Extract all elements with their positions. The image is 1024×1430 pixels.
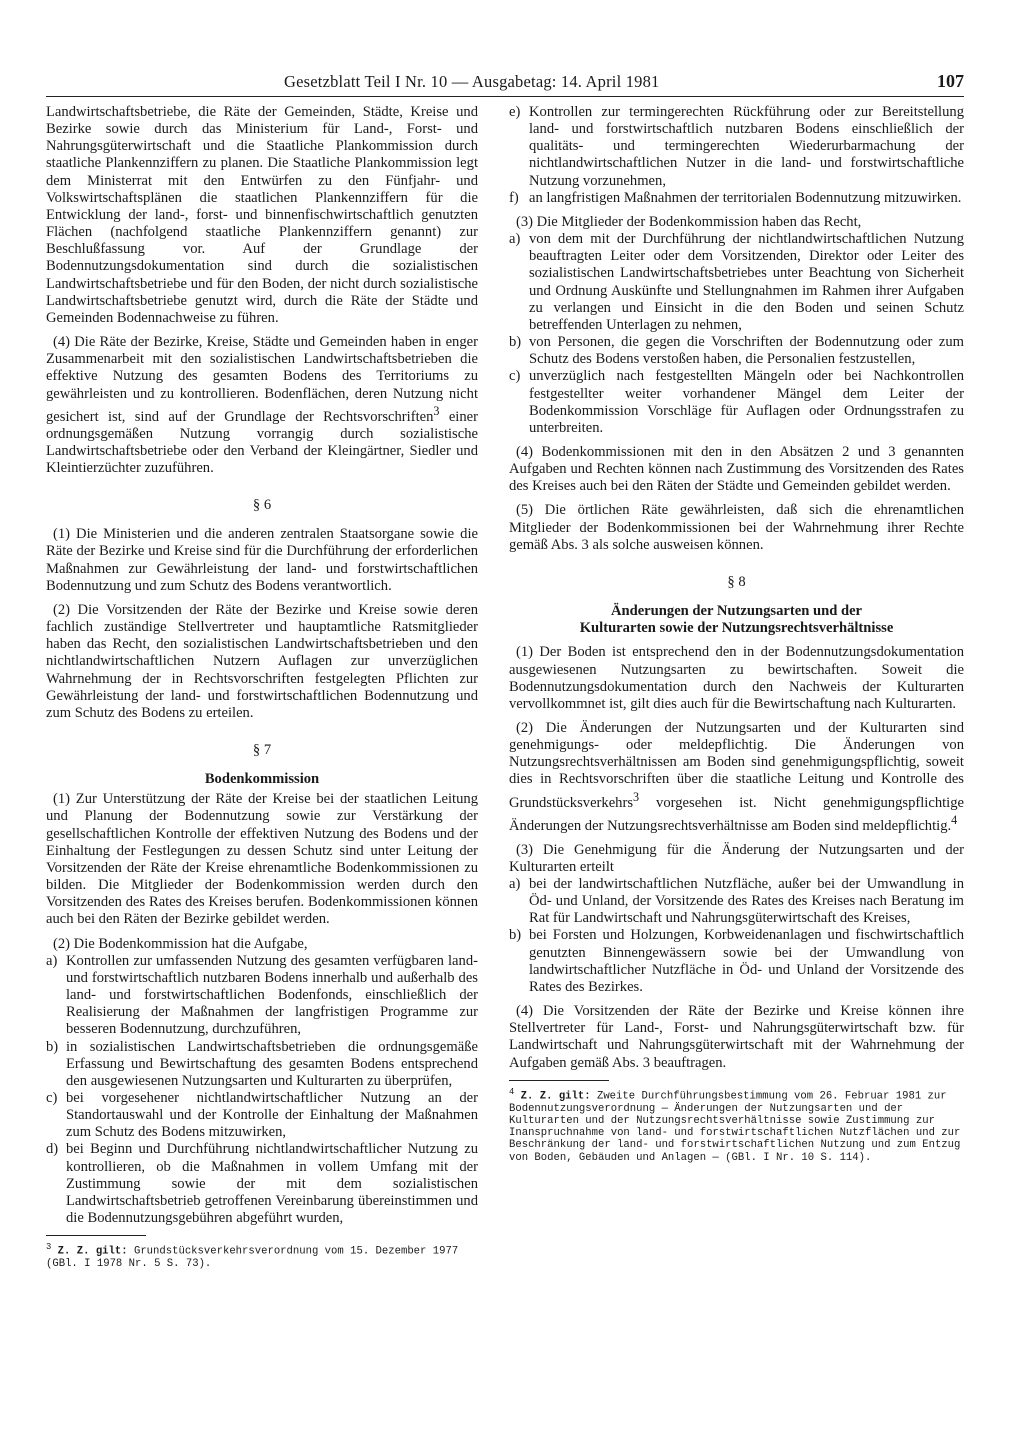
paragraph-8-3: (3) Die Genehmigung für die Änderung der Nutzungsarten und der Kulturarten erteilt xyxy=(509,841,964,875)
paragraph-5-4-text-b: einer ordnungsgemäßen Nutzung vorrangig durch sozialistische Landwirtschaftsbetriebe oder den Verband der Kleingärtner, Siedler und Kleintierzüchter zuzuführen. xyxy=(46,408,478,476)
paragraph-7-3: (3) Die Mitglieder der Bodenkommission haben das Recht, xyxy=(516,213,862,230)
list-item-label: a) xyxy=(46,952,58,969)
paragraph-6-2: (2) Die Vorsitzenden der Räte der Bezirke und Kreise sowie deren fachlich zuständige Stellvertreter und hauptamtliche Ratsmitglieder haben das Recht, den sozialistischen Landwirtschaftsbetrieben und den nichtlandwirtschaftlichen Nutzern Auflagen zur unverzüglichen Wahrnehmung der in Rechtsvorschriften festgelegten Pflichten zur Gewährleistung der land- und forstwirtschaftlichen Bodennutzung und zum Schutz des Bodens zu erteilen. xyxy=(46,601,478,721)
paragraph-8-2 xyxy=(509,720,964,835)
footnote-divider xyxy=(46,1235,146,1236)
list-item-label: a) xyxy=(509,875,521,892)
list-item-text: unverzüglich nach festgestellten Mängeln oder bei Nachkontrollen festgestellter weiter vorhandener Mängel dem Leiter der Bodenkommission Vorschläge für Auflagen oder Ordnungsstrafen zu unterbreiten. xyxy=(529,368,964,436)
list-item xyxy=(46,1090,478,1141)
list-item-label: b) xyxy=(46,1038,59,1055)
list-item-label: d) xyxy=(46,1141,59,1158)
paragraph-8-4: (4) Die Vorsitzenden der Räte der Bezirke und Kreise können ihre Stellvertreter für Land-, Forst- und Nahrungsgüterwirtschaft bzw. für Landwirtschaft und Nahrungsgüterwirtschaft mit der Wahrnehmung der Aufgaben gemäß Abs. 3 beauftragen. xyxy=(509,1003,964,1071)
footnote-text: Grundstücksverkehrsverordnung vom 15. Dezember 1977 (GBl. I 1978 Nr. 5 S. 73). xyxy=(46,1245,459,1271)
list-item-label: a) xyxy=(509,231,521,248)
left-column xyxy=(46,104,478,1270)
section-7-heading: § 7 xyxy=(252,742,272,759)
list-item-text: bei Forsten und Holzungen, Korbweidenanlagen und fischwirtschaftlich genutzten Binnengewässern sowie bei der Umwandlung von landwirtschaftlicher Nutzfläche in Öd- und Unland der Vorsitzende des Rates des Bezirkes. xyxy=(529,927,964,995)
list-item-text: in sozialistischen Landwirtschaftsbetrieben die ordnungsgemäße Erfassung und Bewirtschaftung des gesamten Bodens entsprechend den ausgewiesenen Nutzungsarten und Kulturarten zu überprüfen, xyxy=(66,1038,478,1089)
footnote-ref-4: 4 xyxy=(951,812,958,827)
list-item xyxy=(509,231,964,334)
list-item-text: Kontrollen zur umfassenden Nutzung des gesamten verfügbaren land- und forstwirtschaftlich nutzbaren Bodens innerhalb und außerhalb des land- und forstwirtschaftlichen Bodenfonds, einschließlich der Realisierung der Maßnahmen der langfristigen Programme zur besseren Bodennutzung, durchzuführen, xyxy=(66,952,478,1038)
section-7-title: Bodenkommission xyxy=(204,771,320,788)
paragraph-continued: Landwirtschaftsbetriebe, die Räte der Gemeinden, Städte, Kreise und Bezirke sowie durch das Ministerium für Land-, Forst- und Nahrungsgüterwirtschaft und die Staatliche Plankommission durch staatliche Plankennziffern zu planen. Die Staatliche Plankommission legt dem Ministerrat mit den Entwürfen zu den Fünfjahr- und Volkswirtschaftsplänen die staatlichen Plankennziffern für die Entwicklung der land-, forst- und binnenfischwirtschaftlich genutzten Flächen (nachfolgend staatliche Plankennziffern genannt) zur Beschlußfassung vor. Auf der Grundlage der Bodennutzungsdokumentation sind durch die sozialistischen Landwirtschaftsbetriebe und für den Boden, der nicht durch sozialistische Landwirtschaftsbetriebe genutzt wird, durch die Räte der Städte und Gemeinden Bodennachweise zu führen. xyxy=(46,104,478,326)
paragraph-8-2-text-a: (2) Die Änderungen der Nutzungsarten und der Kulturarten sind genehmigungs- oder meldepflichtig. Die Änderungen von Nutzungsrechtsverhältnissen am Boden sind genehmigungspflichtig, soweit dies in Rechtsvorschriften über die staatliche Leitung und Kontrolle des Grundstücksverkehrs xyxy=(509,720,964,811)
list-item xyxy=(509,334,964,368)
list-item-label: f) xyxy=(509,189,519,206)
footnote-label: Z. Z. gilt: xyxy=(520,1090,591,1103)
header-title: Gesetzblatt Teil I Nr. 10 — Ausgabetag: 14. April 1981 xyxy=(284,72,660,91)
list-item-label: e) xyxy=(509,104,521,120)
page-number: 107 xyxy=(937,71,964,91)
page-header xyxy=(46,72,964,97)
list-item xyxy=(46,953,478,1039)
list-item-text: bei vorgesehener nichtlandwirtschaftlicher Nutzung an der Standortauswahl und der Kontrolle der Einhaltung der Maßnahmen zum Schutz des Bodens mitzuwirken, xyxy=(66,1089,478,1141)
right-column xyxy=(509,104,964,1164)
list-item-text: bei der landwirtschaftlichen Nutzfläche, außer bei der Umwandlung in Öd- und Unland, der Vorsitzende des Rates des Kreises nach Beratung im Rat für Landwirtschaft und Nahrungsgüterwirtschaft des Kreises, xyxy=(529,875,964,927)
paragraph-7-4: (4) Bodenkommissionen mit den in den Absätzen 2 und 3 genannten Aufgaben und Rechten können nach Zustimmung des Vorsitzenden des Rates des Kreises auch bei den Räten der Städte und Gemeinden gebildet werden. xyxy=(509,443,964,495)
paragraph-7-2: (2) Die Bodenkommission hat die Aufgabe, xyxy=(53,935,308,952)
list-item-label: c) xyxy=(509,368,521,385)
list-item-text: bei Beginn und Durchführung nichtlandwirtschaftlicher Nutzung zu kontrollieren, ob die Maßnahmen in vollem Umfang mit der Zustimmung sowie der mit dem sozialistischen Landwirtschaftsbetrieb getroffenen Vereinbarung übereinstimmen und die Bodennutzungsgebühren abgeführt wurden, xyxy=(66,1141,478,1227)
list-item xyxy=(509,876,964,927)
section-8-title-line-1: Änderungen der Nutzungsarten und der xyxy=(610,603,863,620)
section-8-title-line-2: Kulturarten sowie der Nutzungsrechtsverhältnisse xyxy=(579,620,894,637)
section-6-heading: § 6 xyxy=(252,497,272,514)
footnote-4 xyxy=(509,1086,964,1164)
list-item xyxy=(46,1039,478,1090)
list-item xyxy=(509,190,964,207)
list-item-label: b) xyxy=(509,334,522,351)
section-8-heading: § 8 xyxy=(727,573,746,590)
list-item xyxy=(509,927,964,996)
list-item-text: Kontrollen zur termingerechten Rückführung oder zur Bereitstellung land- und forstwirtschaftlich nutzbaren Bodens einschließlich der qualitäts- und termingerechten Wiederurbarmachung der nichtlandwirtschaftlichen Nutzer in die land- und forstwirtschaftliche Nutzung vorzunehmen, xyxy=(529,104,964,189)
paragraph-7-5: (5) Die örtlichen Räte gewährleisten, daß sich die ehrenamtlichen Mitglieder der Bodenkommissionen bei der Wahrnehmung ihrer Rechte gemäß Abs. 3 als solche ausweisen können. xyxy=(509,502,964,553)
list-item xyxy=(46,1141,478,1227)
footnote-mark: 3 xyxy=(46,1242,52,1253)
list-item xyxy=(509,104,964,190)
list-item-text: von dem mit der Durchführung der nichtlandwirtschaftlichen Nutzung beauftragten Leiter oder dem Vorsitzenden, Direktor oder Leiter des sozialistischen Landwirtschaftsbetriebes unter Beachtung von Sicherheit und Ordnung Auskünfte und Stellungnahmen im Rahmen ihrer Aufgaben zu verlangen und Einsicht in die den Boden und seinen Schutz betreffenden Unterlagen zu nehmen, xyxy=(529,231,964,333)
list-item-label: b) xyxy=(509,927,522,944)
footnote-mark: 4 xyxy=(509,1086,515,1097)
list-item-text: an langfristigen Maßnahmen der territorialen Bodennutzung mitzuwirken. xyxy=(529,189,962,206)
footnote-text: Zweite Durchführungsbestimmung vom 26. Februar 1981 zur Bodennutzungsverordnung — Änderungen der Nutzungsarten und der Kulturarten und der Nutzungsrechtsverhältnisse sowie Zustimmung zur Inanspruchnahme von land- und forstwirtschaftlichen Nutzflächen und zur Beschränkung der land- und forstwirtschaftlichen Nutzung und zum Entzug von Boden, Gebäuden und Anlagen — (GBl. I Nr. 10 S. 114). xyxy=(509,1090,961,1164)
paragraph-5-4 xyxy=(46,334,478,477)
footnote-ref-3: 3 xyxy=(633,789,640,804)
list-item-label: c) xyxy=(46,1089,58,1106)
list-item-text: von Personen, die gegen die Vorschriften der Bodennutzung oder zum Schutz des Bodens verstoßen haben, die Personalien festzustellen, xyxy=(529,334,964,368)
footnote-divider xyxy=(509,1080,609,1081)
paragraph-6-1: (1) Die Ministerien und die anderen zentralen Staatsorgane sowie die Räte der Bezirke und Kreise sind für die Durchführung der erforderlichen Maßnahmen zur Gewährleistung der land- und forstwirtschaftlichen Bodennutzung und zum Schutz des Bodens verantwortlich. xyxy=(46,526,478,594)
paragraph-8-2-text-b: vorgesehen ist. Nicht genehmigungspflichtige Änderungen der Nutzungsrechtsverhältnisse am Boden sind meldepflichtig. xyxy=(509,794,964,834)
list-item xyxy=(509,368,964,437)
paragraph-5-4-text-a: (4) Die Räte der Bezirke, Kreise, Städte und Gemeinden haben in enger Zusammenarbeit mit den sozialistischen Landwirtschaftsbetrieben die effektive Nutzung des gesamten Bodens des Territoriums zu gewährleisten und zu kontrollieren. Bodenflächen, deren Nutzung nicht gesichert ist, sind auf der Grundlage der Rechtsvorschriften xyxy=(46,334,478,425)
footnote-label: Z. Z. gilt: xyxy=(57,1245,128,1258)
paragraph-8-1: (1) Der Boden ist entsprechend den in der Bodennutzungsdokumentation ausgewiesenen Nutzungsarten zu bewirtschaften. Soweit die Bodennutzungsdokumentation durch den Nachweis der Kulturarten vervollkommnet ist, gilt dies auch für die Bewirtschaftung nach Kulturarten. xyxy=(509,644,964,712)
paragraph-7-1: (1) Zur Unterstützung der Räte der Kreise bei der staatlichen Leitung und Planung der Bodennutzung sowie zur Verstärkung der gesellschaftlichen Kontrolle der effektiven Nutzung des Bodens und der Einhaltung der Festlegungen zu dessen Schutz sind unter Leitung der Vorsitzenden der Räte der Kreise ehrenamtliche Bodenkommissionen zu bilden. Die Mitglieder der Bodenkommission werden durch den Vorsitzenden des Rates des Kreises berufen. Bodenkommissionen können auch bei den Räten der Bezirke gebildet werden. xyxy=(46,791,478,928)
footnote-3 xyxy=(46,1241,478,1270)
footnote-ref-3: 3 xyxy=(433,403,440,418)
